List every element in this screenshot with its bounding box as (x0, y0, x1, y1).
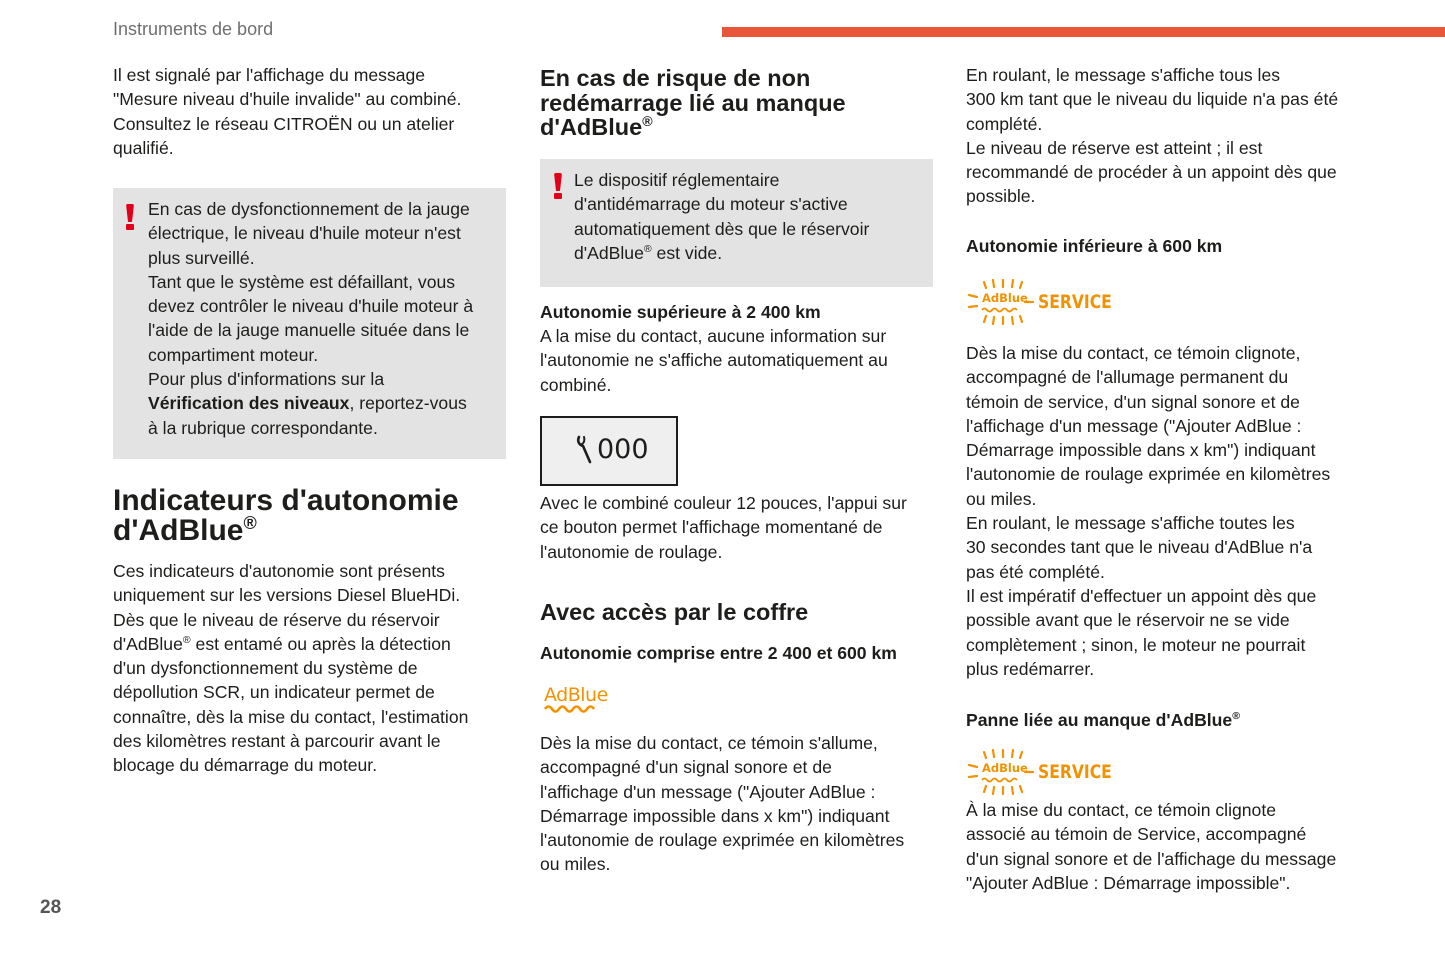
header-accent-bar (722, 27, 1445, 37)
registered-mark: ® (243, 513, 257, 533)
heading-line (113, 513, 506, 547)
text-line: associé au témoin de Service, accompagné (966, 824, 1307, 845)
text-line: compartiment moteur. (148, 344, 319, 365)
text-line: Le dispositif réglementaire (574, 170, 780, 190)
text-line: d'antidémarrage du moteur s'active (574, 194, 848, 215)
text-line: l'autonomie de roulage exprimée en kilomètres (540, 830, 905, 851)
text-line: devez contrôler le niveau d'huile moteur à (148, 296, 474, 317)
range-display-value: 000 (597, 434, 649, 465)
text-line: complètement ; sinon, le moteur ne pourrait (966, 634, 1306, 655)
text-line: d'un signal sonore et de l'affichage du message (966, 848, 1337, 869)
registered-mark: ® (1232, 710, 1240, 723)
col1-intro (113, 63, 506, 160)
text-line: Le niveau de réserve est atteint ; il est (966, 137, 1263, 158)
warning-exclamation-icon (551, 173, 565, 199)
text-line: Dès la mise du contact, ce témoin clignote, (966, 343, 1301, 363)
oil-gauge-warning-note (113, 188, 506, 459)
text-line: complété. (966, 113, 1043, 134)
text-line: "Ajouter AdBlue : Démarrage impossible". (966, 872, 1291, 893)
text-line: l'affichage d'un message ("Ajouter AdBlue : (540, 781, 876, 802)
header-section-title: Instruments de bord (113, 19, 274, 39)
text-line: plus surveillé. (148, 247, 255, 268)
text-line: A la mise du contact, aucune information sur (540, 326, 887, 346)
text-line: d'AdBlue® est vide. (574, 242, 723, 263)
subheading (966, 708, 1366, 732)
restart-risk-heading (540, 66, 933, 140)
text-line: 30 secondes tant que le niveau d'AdBlue n'a (966, 537, 1313, 558)
subheading: Autonomie supérieure à 2 400 km (540, 302, 821, 322)
text-line: Pour plus d'informations sur la (148, 369, 385, 390)
text-line: l'autonomie de roulage. (540, 541, 723, 562)
subheading: Autonomie comprise entre 2 400 et 600 km (540, 643, 897, 663)
text-line: "Mesure niveau d'huile invalide" au combiné. (113, 89, 462, 110)
col3-intro (966, 63, 1366, 209)
range-between-body (540, 731, 933, 877)
text-line: Avec le combiné couleur 12 pouces, l'appui sur (540, 493, 907, 513)
text-line: accompagné d'un signal sonore et de (540, 757, 832, 778)
bold-reference: Vérification des niveaux (148, 393, 350, 414)
text-line: l'affichage d'un message ("Ajouter AdBlue : (966, 415, 1302, 436)
text-line: En roulant, le message s'affiche toutes les (966, 513, 1295, 534)
text-line: témoin de service, d'un signal sonore et de (966, 391, 1300, 412)
subheading: Autonomie inférieure à 600 km (966, 236, 1223, 256)
text-line: En roulant, le message s'affiche tous les (966, 65, 1281, 85)
text-line: Ces indicateurs d'autonomie sont présents (113, 561, 445, 581)
text-line: l'autonomie ne s'affiche automatiquement au (540, 350, 888, 371)
service-lamp-label: SERVICE (1038, 761, 1112, 783)
text-line: d'AdBlue® est entamé ou après la détection (113, 633, 451, 654)
note-text (574, 168, 923, 265)
text-line: l'autonomie de roulage exprimée en kilomètres (966, 464, 1331, 485)
page-number: 28 (40, 897, 62, 918)
adblue-lamp-label: AdBlue (982, 761, 1028, 775)
text-line: recommandé de procéder à un appoint dès que (966, 162, 1337, 183)
range-display-button (540, 416, 678, 486)
heading-line (540, 115, 933, 140)
service-lamp-label: SERVICE (1038, 291, 1112, 313)
heading-line: Avec accès par le coffre (540, 599, 809, 625)
text-line: à la rubrique correspondante. (148, 417, 378, 438)
registered-mark: ® (642, 113, 653, 130)
text-line: connaître, dès la mise du contact, l'estimation (113, 706, 469, 727)
text-line: automatiquement dès que le réservoir (574, 218, 870, 239)
text-line: accompagné de l'allumage permanent du (966, 367, 1289, 388)
text-line: Tant que le système est défaillant, vous (148, 271, 456, 292)
text-line: Il est signalé par l'affichage du message (113, 65, 426, 85)
text-line: Consultez le réseau CITROËN ou un atelier (113, 113, 455, 134)
text-run: , reportez-vous (349, 393, 467, 414)
range-below-600-body (966, 341, 1366, 681)
text-line: Démarrage impossible dans x km") indiquant (966, 440, 1316, 461)
text-line: En cas de dysfonctionnement de la jauge (148, 199, 470, 219)
adblue-service-warning-lamp (966, 279, 1112, 327)
col1-body (113, 559, 506, 778)
heading-line: Indicateurs d'autonomie (113, 484, 459, 517)
range-above-2400-section (540, 300, 933, 397)
text-line: blocage du démarrage du moteur. (113, 755, 378, 776)
adblue-service-warning-lamp (966, 749, 1112, 797)
display-description (540, 491, 933, 564)
text-line: 300 km tant que le niveau du liquide n'a pas été (966, 89, 1339, 110)
warning-exclamation-icon (123, 204, 137, 230)
empty-tank-failure-body (966, 798, 1366, 895)
note-text (148, 197, 496, 440)
adblue-lamp-label: AdBlue (982, 291, 1028, 305)
wrench-icon (576, 435, 596, 472)
range-between-section-title (540, 641, 933, 665)
text-line: combiné. (540, 374, 612, 395)
text-line: possible avant que le réservoir ne se vide (966, 610, 1290, 631)
trunk-access-heading (540, 600, 933, 625)
text-line: électrique, le niveau d'huile moteur n'est (148, 223, 461, 244)
heading-line: redémarrage lié au manque (540, 89, 846, 116)
text-line: pas été complété. (966, 561, 1105, 582)
text-line: À la mise du contact, ce témoin clignote (966, 800, 1277, 820)
text-line: ou miles. (540, 854, 611, 875)
adblue-lamp-label: AdBlue (544, 684, 608, 706)
empty-tank-failure-title (966, 708, 1366, 732)
subheading-text: Panne liée au manque d'AdBlue (966, 710, 1233, 730)
text-line: uniquement sur les versions Diesel BlueHDi. (113, 585, 461, 606)
text-line: possible. (966, 186, 1036, 207)
heading-line: En cas de risque de non (540, 65, 811, 91)
text-line: des kilomètres restant à parcourir avant le (113, 731, 441, 752)
heading-text: d'AdBlue (540, 114, 643, 140)
text-line: l'aide de la jauge manuelle située dans le (148, 320, 470, 341)
text-line: qualifié. (113, 137, 174, 158)
text-line (148, 391, 496, 415)
text-line: d'un dysfonctionnement du système de (113, 658, 418, 679)
text-line: plus redémarrer. (966, 658, 1095, 679)
text-line: Démarrage impossible dans x km") indiquant (540, 805, 890, 826)
text-line: dépollution SCR, un indicateur permet de (113, 682, 435, 703)
immobilizer-warning-note (540, 159, 933, 287)
text-line: ou miles. (966, 488, 1037, 509)
text-line: Dès que le niveau de réserve du réservoir (113, 609, 440, 630)
adblue-warning-lamp (544, 684, 608, 714)
text-line: ce bouton permet l'affichage momentané de (540, 517, 883, 538)
adblue-range-heading (113, 486, 506, 546)
heading-text: d'AdBlue (113, 514, 244, 547)
range-below-600-title (966, 234, 1366, 258)
text-line: Il est impératif d'effectuer un appoint dès que (966, 585, 1317, 606)
text-line: Dès la mise du contact, ce témoin s'allume, (540, 733, 878, 753)
